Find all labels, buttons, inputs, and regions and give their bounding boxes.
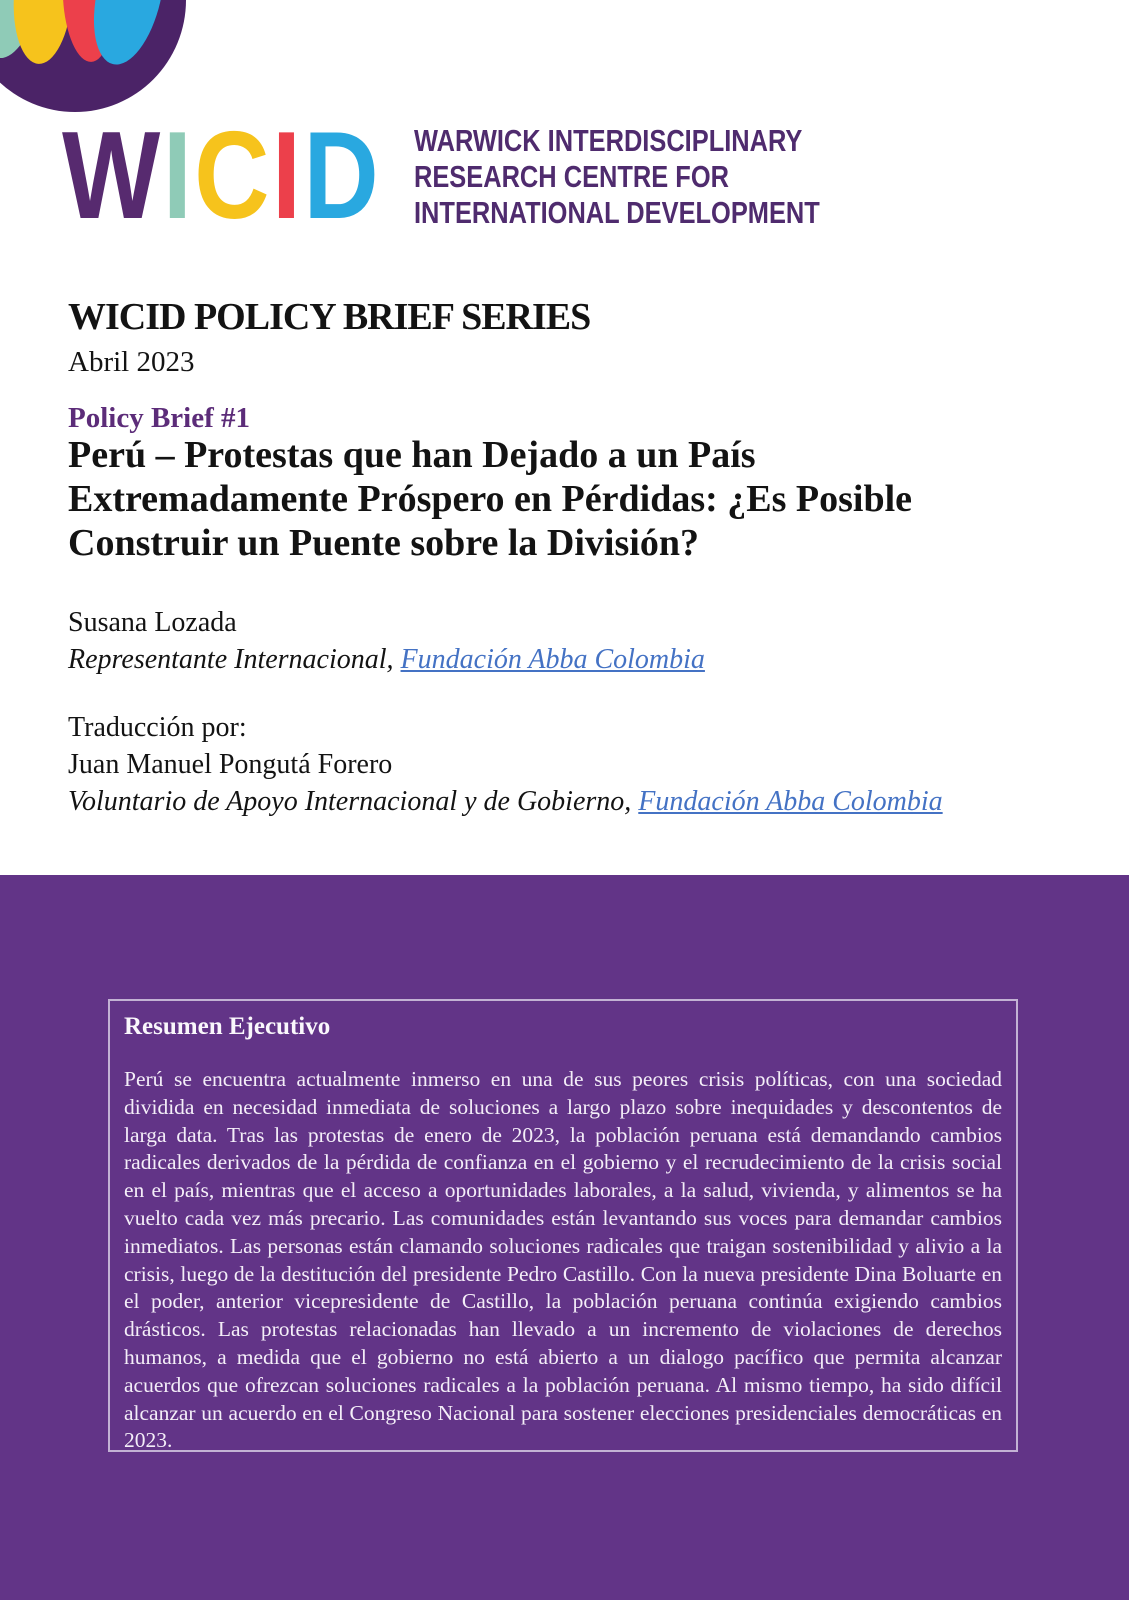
wordmark-letter: D bbox=[303, 107, 382, 245]
author-org-link[interactable]: Fundación Abba Colombia bbox=[400, 644, 705, 675]
summary-body-text: Perú se encuentra actualmente inmerso en una de sus peores crisis políticas, con una sociedad dividida en necesidad inmediata de soluciones a largo plazo sobre inequidades y descontentos de larga data. Tras las protestas de enero de 2023, la población peruana está demandando cambios radicales derivados de la pérdida de confianza en el gobierno y el recrudecimiento de la crisis social en el país, mientras que el acceso a oportunidades laborales, a la salud, vivienda, y alimentos se ha vuelto cada vez más precario. Las comunidades están levantando sus voces para demandar cambios inmediatos. Las personas están clamando soluciones radicales que traigan sostenibilidad y alivio a la crisis, luego de la destitución del presidente Pedro Castillo. Con la nueva presidente Dina Boluarte en el poder, anterior vicepresidente de Castillo, la población peruana continúa exigiendo cambios drásticos. Las protestas relacionadas han llevado a un incremento de violaciones de derechos humanos, a medida que el gobierno no está abierto a un dialogo pacífico que permita alcanzar acuerdos que ofrezcan soluciones radicales a la población peruana. Al mismo tiempo, ha sido difícil alcanzar un acuerdo en el Congreso Nacional para sostener elecciones presidenciales democráticas en 2023. bbox=[124, 1067, 1002, 1453]
wordmark-letter: I bbox=[272, 107, 304, 245]
author-name: Susana Lozada bbox=[68, 607, 237, 638]
translator-role: Voluntario de Apoyo Internacional y de Gobierno, bbox=[68, 786, 639, 817]
series-title: WICID POLICY BRIEF SERIES bbox=[68, 296, 591, 338]
org-name-line: INTERNATIONAL DEVELOPMENT bbox=[414, 195, 820, 230]
wordmark-letter: W bbox=[62, 107, 163, 245]
translation-label: Traducción por: bbox=[68, 712, 247, 743]
document-title-line: Construir un Puente sobre la División? bbox=[68, 522, 699, 564]
summary-band bbox=[0, 875, 1129, 1600]
translator-name: Juan Manuel Pongutá Forero bbox=[68, 749, 393, 780]
translator-role-line bbox=[68, 783, 943, 820]
wordmark-letter: I bbox=[162, 107, 195, 245]
wordmark-letter: C bbox=[194, 107, 273, 245]
document-title-line: Extremadamente Próspero en Pérdidas: ¿Es Posible bbox=[68, 478, 913, 520]
org-name-line: WARWICK INTERDISCIPLINARY bbox=[414, 123, 803, 158]
issue-date: Abril 2023 bbox=[68, 346, 195, 378]
translator-block bbox=[68, 709, 943, 820]
translator-org-link[interactable]: Fundación Abba Colombia bbox=[638, 786, 943, 817]
document-title bbox=[68, 433, 988, 565]
document-title-line: Perú – Protestas que han Dejado a un País bbox=[68, 434, 756, 476]
author-role: Representante Internacional, bbox=[68, 644, 401, 675]
wicid-wordmark bbox=[62, 107, 382, 245]
author-role-line bbox=[68, 641, 705, 678]
executive-summary-box bbox=[108, 999, 1018, 1452]
brief-number-label: Policy Brief #1 bbox=[68, 402, 251, 434]
summary-heading: Resumen Ejecutivo bbox=[124, 1013, 331, 1040]
org-name-line: RESEARCH CENTRE FOR bbox=[414, 159, 729, 194]
org-name bbox=[414, 123, 820, 231]
author-block bbox=[68, 604, 705, 678]
